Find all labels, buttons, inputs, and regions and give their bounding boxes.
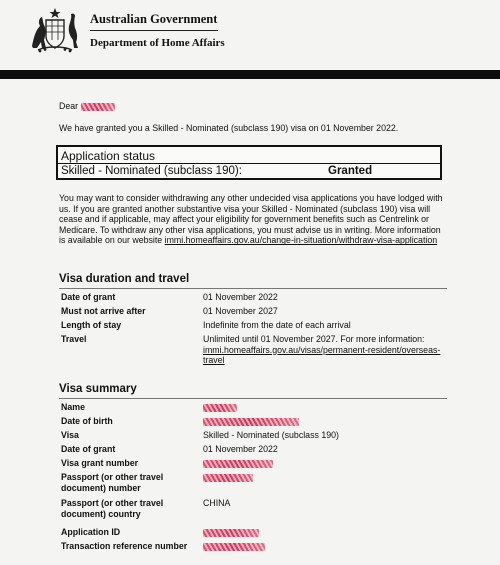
duration-row-value: 01 November 2027 (203, 306, 278, 316)
summary-section-title: Visa summary (59, 383, 137, 395)
status-label: Skilled - Nominated (subclass 190): (61, 165, 242, 177)
summary-row-value (203, 541, 448, 552)
salutation (59, 101, 115, 112)
letterhead-divider (90, 30, 218, 31)
grant-sentence: We have granted you a Skilled - Nominated (subclass 190) visa on 01 November 2022. (59, 123, 399, 133)
header-bar (0, 70, 500, 79)
status-value: Granted (328, 165, 373, 177)
withdraw-notice (59, 193, 449, 246)
status-title: Application status (61, 149, 156, 163)
redacted-value (203, 529, 259, 537)
summary-row-value (203, 458, 448, 469)
duration-section-title: Visa duration and travel (59, 273, 190, 285)
redacted-value (203, 474, 253, 482)
summary-row-value (203, 416, 448, 427)
coat-of-arms-icon (28, 6, 82, 54)
travel-value (203, 334, 443, 366)
summary-row-value: 01 November 2022 (203, 444, 278, 454)
summary-row-label: Visa grant number (61, 458, 139, 468)
redacted-value (203, 543, 265, 551)
summary-row-value (203, 472, 448, 483)
redacted-value (203, 418, 299, 426)
duration-section-rule (59, 288, 447, 289)
summary-row-label: Name (61, 402, 85, 412)
duration-row-label: Length of stay (61, 320, 122, 330)
summary-row-value: CHINA (203, 498, 231, 508)
summary-row-label: Date of grant (61, 444, 116, 454)
notice-text: You may want to consider withdrawing any other undecided visa applications you have lodged with us. If you are granted another substantive visa your Skilled - Nominated (subclass 190) visa will cease and if applicable, may affect your eligibility for government benefits such as Centrelink or Medicare. To withdraw any other visa applications, you must advise us in writing. More information is available on our website (59, 193, 443, 246)
duration-row-label: Date of grant (61, 292, 116, 302)
summary-row-label: Passport (or other travel document) number (61, 472, 164, 493)
travel-text: Unlimited until 01 November 2027. For more information: (203, 334, 425, 344)
withdraw-visa-link[interactable]: immi.homeaffairs.gov.au/change-in-situation/withdraw-visa-application (164, 235, 438, 246)
application-status-box (56, 145, 442, 180)
overseas-travel-link[interactable]: immi.homeaffairs.gov.au/visas/permanent-resident/overseas-travel (203, 344, 441, 366)
redacted-name (81, 103, 115, 111)
summary-row-value: Skilled - Nominated (subclass 190) (203, 430, 339, 440)
duration-row-value: Indefinite from the date of each arrival (203, 320, 351, 330)
duration-row-label: Must not arrive after (61, 306, 146, 316)
redacted-value (203, 404, 237, 412)
summary-row-label: Transaction reference number (61, 541, 188, 551)
summary-section-rule (59, 398, 447, 399)
duration-row-value: 01 November 2022 (203, 292, 278, 302)
summary-row-label: Application ID (61, 527, 121, 537)
summary-row-value (203, 527, 448, 538)
government-name: Australian Government (90, 12, 218, 26)
salutation-text: Dear (59, 101, 79, 111)
summary-row-label: Passport (or other travel document) country (61, 498, 164, 519)
summary-row-value (203, 402, 448, 413)
redacted-value (203, 460, 273, 468)
letterhead (0, 0, 500, 70)
summary-row-label: Date of birth (61, 416, 113, 426)
status-divider (58, 163, 440, 164)
summary-row-label: Visa (61, 430, 79, 440)
duration-row-label: Travel (61, 334, 87, 344)
department-name: Department of Home Affairs (90, 37, 225, 49)
